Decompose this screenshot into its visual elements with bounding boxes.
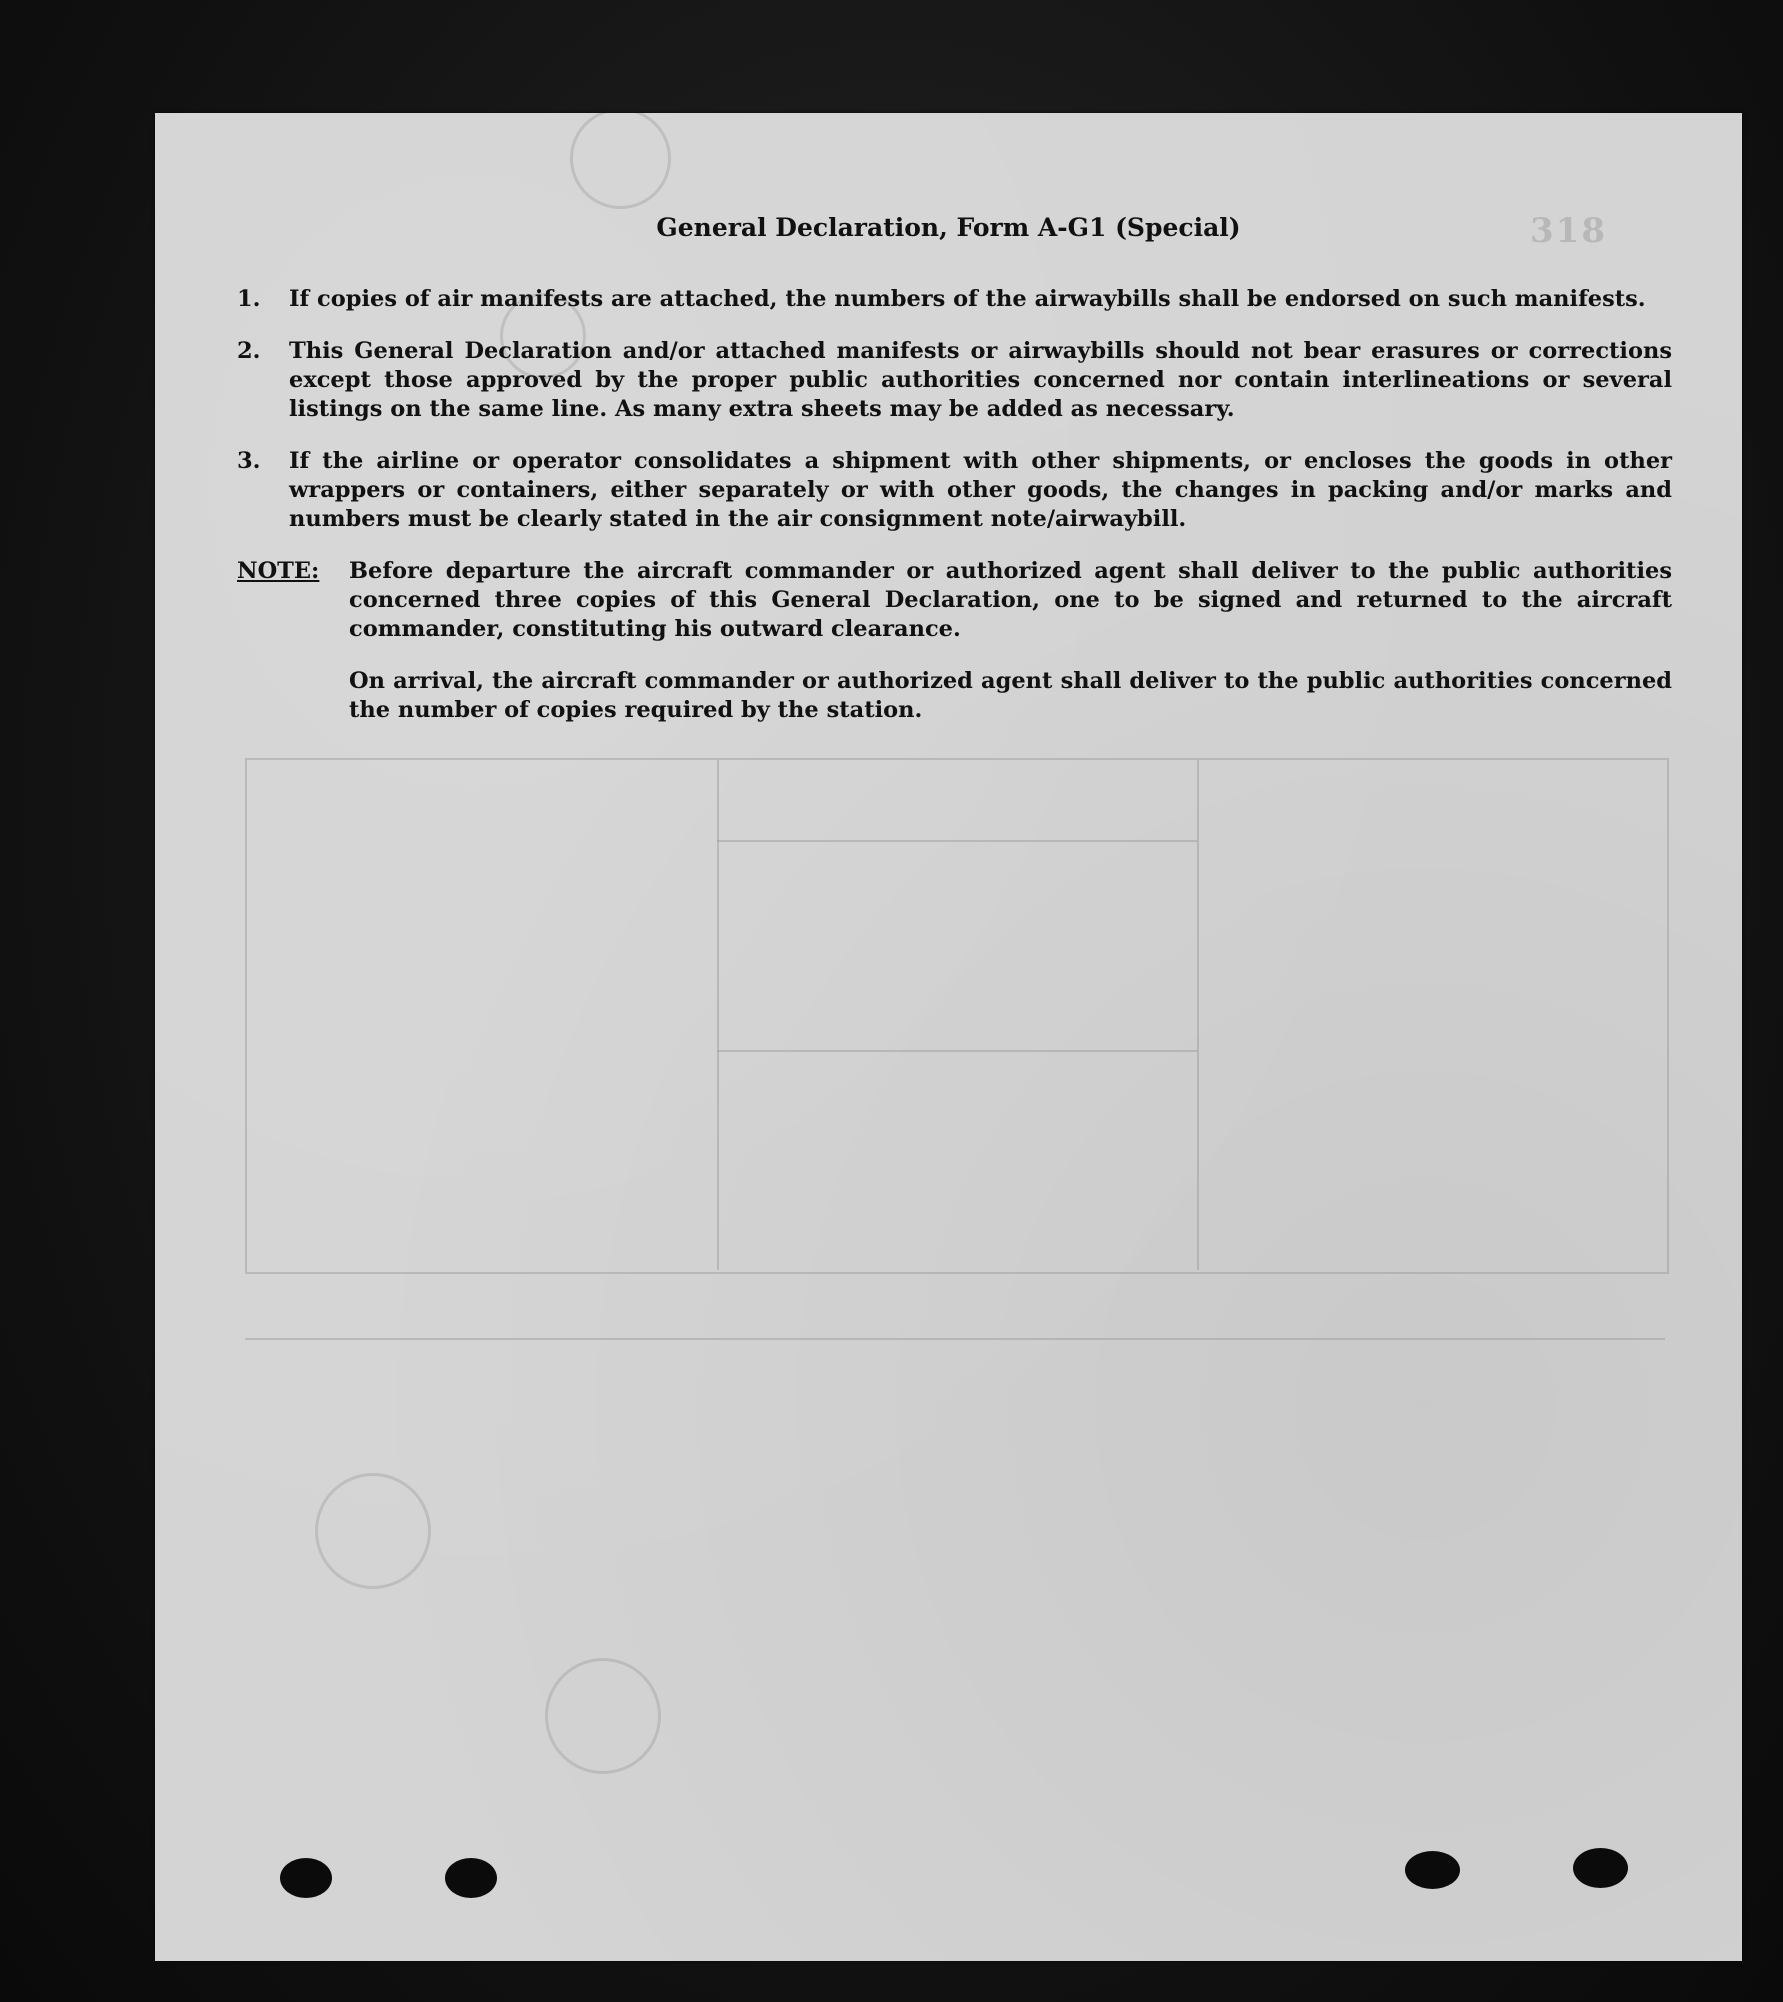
note-body — [349, 557, 1672, 748]
bleed-through-rule — [717, 840, 1197, 842]
bleed-through-rule — [245, 1338, 1665, 1340]
instruction-text: If copies of air manifests are attached, the numbers of the airwaybills shall be endorsed on such manifests. — [289, 286, 1646, 312]
page-number: 318 — [1530, 211, 1607, 251]
instruction-number: 2. — [237, 338, 261, 364]
instruction-number: 3. — [237, 448, 261, 474]
punch-hole — [280, 1858, 332, 1898]
punch-hole — [1405, 1851, 1460, 1889]
note-paragraph: Before departure the aircraft commander or authorized agent shall deliver to the public authorities concerned three copies of this General Declaration, one to be signed and returned to the aircraft commander, constituting his outward clearance. — [349, 558, 1672, 642]
punch-hole — [1573, 1848, 1628, 1888]
note-section — [237, 557, 1672, 748]
bleed-through-stamp — [315, 1473, 431, 1589]
document-title: General Declaration, Form A-G1 (Special) — [656, 213, 1241, 242]
bleed-through-table — [245, 758, 1669, 1274]
instruction-text: If the airline or operator consolidates a shipment with other shipments, or encloses the goods in other wrappers or containers, either separately or with other goods, the changes in packing and/or marks and numbers must be clearly stated in the air consignment note/airwaybill. — [289, 448, 1672, 532]
instruction-item — [237, 337, 1672, 424]
bleed-through-rule — [717, 1050, 1197, 1052]
note-label: NOTE: — [237, 558, 320, 584]
bleed-through-divider — [1197, 760, 1199, 1270]
bleed-through-stamp — [545, 1658, 661, 1774]
document-page — [155, 113, 1742, 1961]
instruction-item — [237, 447, 1672, 534]
instructions-list — [237, 285, 1672, 748]
instruction-text: This General Declaration and/or attached manifests or airwaybills should not bear erasures or corrections except those approved by the proper public authorities concerned nor contain interlineations or several listings on the same line. As many extra sheets may be added as necessary. — [289, 338, 1672, 422]
bleed-through-divider — [717, 760, 719, 1270]
note-paragraph: On arrival, the aircraft commander or authorized agent shall deliver to the public authorities concerned the number of copies required by the station. — [349, 668, 1672, 723]
bleed-through-stamp — [570, 113, 671, 209]
punch-hole — [445, 1858, 497, 1898]
instruction-number: 1. — [237, 286, 261, 312]
instruction-item — [237, 285, 1672, 314]
